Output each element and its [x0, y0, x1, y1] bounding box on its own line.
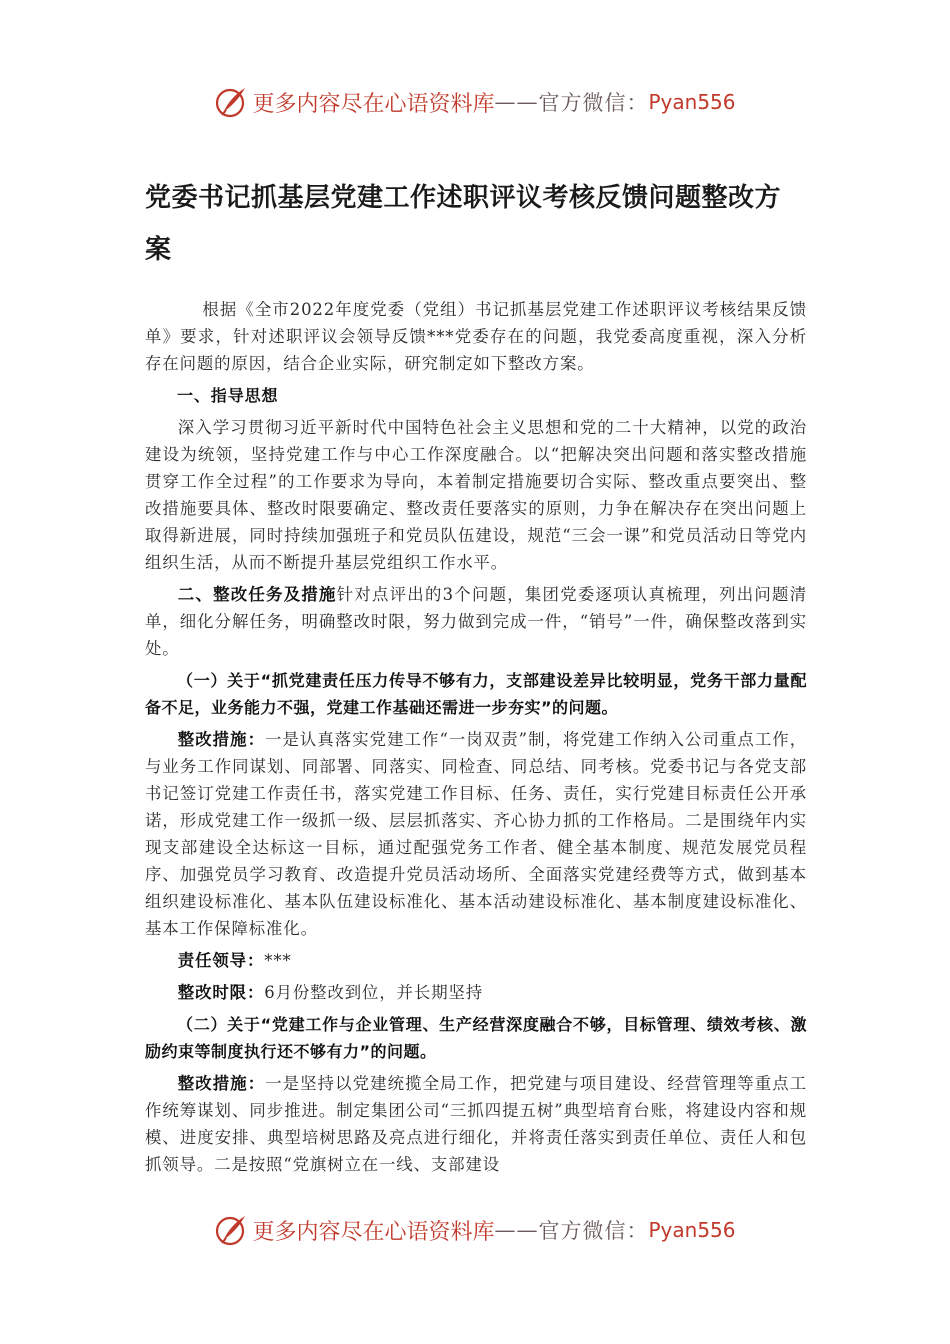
section2-paragraph: [145, 581, 807, 662]
quill-pen-icon: [214, 1213, 248, 1247]
item1-leader-value: ***: [264, 951, 292, 970]
watermark-account: Pyan556: [648, 1218, 736, 1242]
section2-body: 针对点评出的3个问题，集团党委逐项认真梳理，列出问题清单，细化分解任务，明确整改时限，努力做到完成一件，“销号”一件，确保整改落到实处。: [145, 585, 807, 658]
section1-heading: 一、指导思想: [177, 386, 279, 405]
document-body: [145, 172, 807, 1183]
watermark-official: 官方微信：: [538, 1219, 649, 1243]
intro-paragraph: 根据《全市2022年度党委（党组）书记抓基层党建工作述职评议考核结果反馈单》要求，针对述职评议会领导反馈***党委存在的问题，我党委高度重视，深入分析存在问题的原因，结合企业实际，研究制定如下整改方案。: [145, 300, 807, 373]
item1-leader: [145, 947, 807, 974]
item1-measures-text: 一是认真落实党建工作“一岗双责”制，将党建工作纳入公司重点工作，与业务工作同谋划、同部署、同落实、同检查、同总结、同考核。党委书记与各党支部书记签订党建工作责任书，落实党建工作目标、任务、责任，实行党建目标责任公开承诺，形成党建工作一级抓一级、层层抓落实、齐心协力抓的工作格局。二是围绕年内实现支部建设全达标这一目标，通过配强党务工作者、健全基本制度、规范发展党员程序、加强党员学习教育、改造提升党员活动场所、全面落实党建经费等方式，做到基本组织建设标准化、基本队伍建设标准化、基本活动建设标准化、基本制度建设标准化、基本工作保障标准化。: [145, 730, 808, 938]
document-title: 党委书记抓基层党建工作述职评议考核反馈问题整改方案: [145, 183, 782, 265]
watermark-banner-top: [0, 82, 950, 122]
item1-leader-label: 责任领导：: [177, 951, 265, 970]
watermark-brand: 更多内容尽在心语资料库: [252, 1219, 495, 1245]
watermark-official: 官方微信：: [538, 91, 649, 115]
watermark-separator: ——: [494, 1218, 539, 1242]
item1-deadline: [145, 979, 807, 1006]
watermark-separator: ——: [494, 90, 539, 114]
item2-heading: （二）关于“党建工作与企业管理、生产经营深度融合不够，目标管理、绩效考核、激励约束等制度执行还不够有力”的问题。: [145, 1015, 807, 1061]
item1-deadline-label: 整改时限：: [177, 983, 265, 1002]
item1-measures: [145, 726, 807, 942]
watermark-brand: 更多内容尽在心语资料库: [252, 91, 495, 117]
item1-heading: （一）关于“抓党建责任压力传导不够有力，支部建设差异比较明显，党务干部力量配备不足，业务能力不强，党建工作基础还需进一步夯实”的问题。: [145, 671, 807, 717]
item2-measures-text: 一是坚持以党建统揽全局工作，把党建与项目建设、经营管理等重点工作统筹谋划、同步推进。制定集团公司“三抓四提五树”典型培育台账，将建设内容和规模、进度安排、典型培树思路及亮点进行细化，并将责任落实到责任单位、责任人和包抓领导。二是按照“党旗树立在一线、支部建设: [145, 1074, 807, 1174]
item1-deadline-value: 6月份整改到位，并长期坚持: [264, 983, 484, 1002]
section2-heading: 二、整改任务及措施: [177, 585, 337, 604]
quill-pen-icon: [214, 85, 248, 119]
section1-paragraph: 深入学习贯彻习近平新时代中国特色社会主义思想和党的二十大精神，以党的政治建设为统领，坚持党建工作与中心工作深度融合。以“把解决突出问题和落实整改措施贯穿工作全过程”的工作要求为导向，本着制定措施要切合实际、整改重点要突出、整改措施要具体、整改时限要确定、整改责任要落实的原则，力争在解决存在突出问题上取得新进展，同时持续加强班子和党员队伍建设，规范“三会一课”和党员活动日等党内组织生活，从而不断提升基层党组织工作水平。: [145, 418, 807, 572]
item2-measures: [145, 1070, 807, 1178]
item1-measures-label: 整改措施：: [177, 730, 266, 749]
item2-measures-label: 整改措施：: [177, 1074, 266, 1093]
watermark-banner-bottom: [0, 1210, 950, 1250]
watermark-account: Pyan556: [648, 90, 736, 114]
